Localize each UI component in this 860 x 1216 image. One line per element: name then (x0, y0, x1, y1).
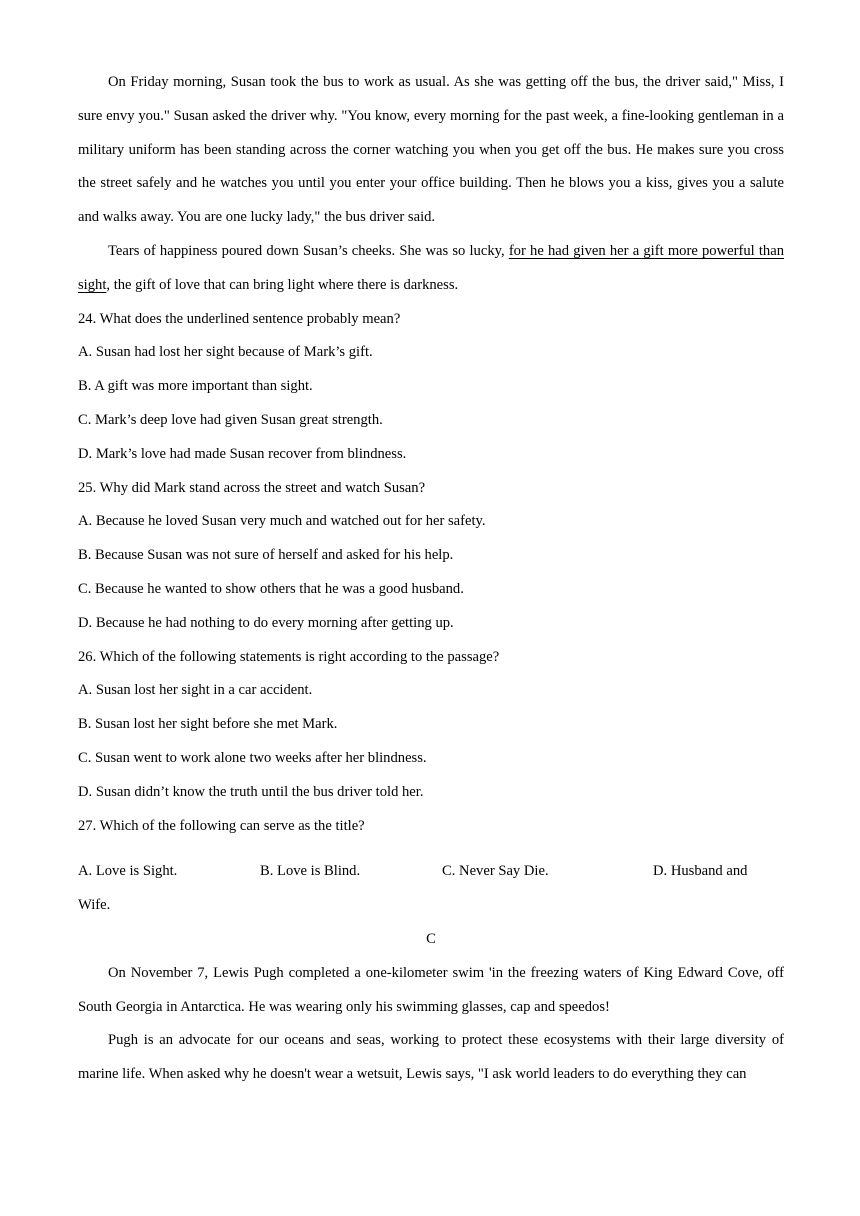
question-27-option-d-continued: Wife. (78, 897, 111, 914)
question-26-option-a: A. Susan lost her sight in a car accident. (78, 682, 313, 699)
question-27-option-a: A. Love is Sight. (78, 863, 178, 880)
question-26-stem: 26. Which of the following statements is right according to the passage? (78, 648, 500, 665)
passage-c-paragraph-2: Pugh is an advocate for our oceans and seas, working to protect these ecosystems with their large diversity of marine life. When asked why he doesn't wear a wetsuit, Lewis says, "I ask world leaders to do everything they can (78, 1032, 784, 1083)
question-25-option-c: C. Because he wanted to show others that he was a good husband. (78, 580, 464, 597)
underlined-sentence: for he had given her a gift more powerful than sight (78, 242, 784, 293)
question-24-stem: 24. What does the underlined sentence probably mean? (78, 310, 401, 327)
passage-b-paragraph-2 (78, 235, 784, 303)
question-26-option-c: C. Susan went to work alone two weeks after her blindness. (78, 749, 427, 766)
question-24-option-b: B. A gift was more important than sight. (78, 378, 313, 395)
passage-c-paragraph-1: On November 7, Lewis Pugh completed a one-kilometer swim 'in the freezing waters of King Edward Cove, off South Georgia in Antarctica. He was wearing only his swimming glasses, cap and speedos! (78, 964, 784, 1015)
question-24-option-c: C. Mark’s deep love had given Susan great strength. (78, 411, 383, 428)
question-27-option-d: D. Husband and (653, 863, 748, 880)
paragraph-2-lead-text: Tears of happiness poured down Susan’s cheeks. She was so lucky, (108, 242, 509, 259)
question-24-option-d: D. Mark’s love had made Susan recover from blindness. (78, 445, 407, 462)
question-24-option-a: A. Susan had lost her sight because of Mark’s gift. (78, 344, 373, 361)
question-25-option-d: D. Because he had nothing to do every morning after getting up. (78, 614, 454, 631)
question-27-option-c: C. Never Say Die. (442, 863, 549, 880)
paragraph-2-tail-text: , the gift of love that can bring light where there is darkness. (106, 276, 459, 293)
passage-b-paragraph-1: On Friday morning, Susan took the bus to work as usual. As she was getting off the bus, the driver said," Miss, I sure envy you." Susan asked the driver why. "You know, every morning for the past week, a fine-looking gentleman in a military uniform has been standing across the corner watching you when you get off the bus. He makes sure you cross the street safely and he watches you until you enter your office building. Then he blows you a kiss, gives you a salute and walks away. You are one lucky lady," the bus driver said. (78, 74, 784, 226)
question-27-stem: 27. Which of the following can serve as the title? (78, 817, 365, 834)
question-27-options (78, 855, 784, 889)
passage-c-heading: C (426, 930, 436, 947)
question-25-option-a: A. Because he loved Susan very much and watched out for her safety. (78, 513, 486, 530)
question-25-stem: 25. Why did Mark stand across the street and watch Susan? (78, 479, 426, 496)
question-26-option-b: B. Susan lost her sight before she met Mark. (78, 716, 338, 733)
question-25-option-b: B. Because Susan was not sure of herself and asked for his help. (78, 547, 454, 564)
question-27-option-b: B. Love is Blind. (260, 863, 361, 880)
document-content (78, 66, 784, 1092)
question-26-option-d: D. Susan didn’t know the truth until the bus driver told her. (78, 783, 424, 800)
